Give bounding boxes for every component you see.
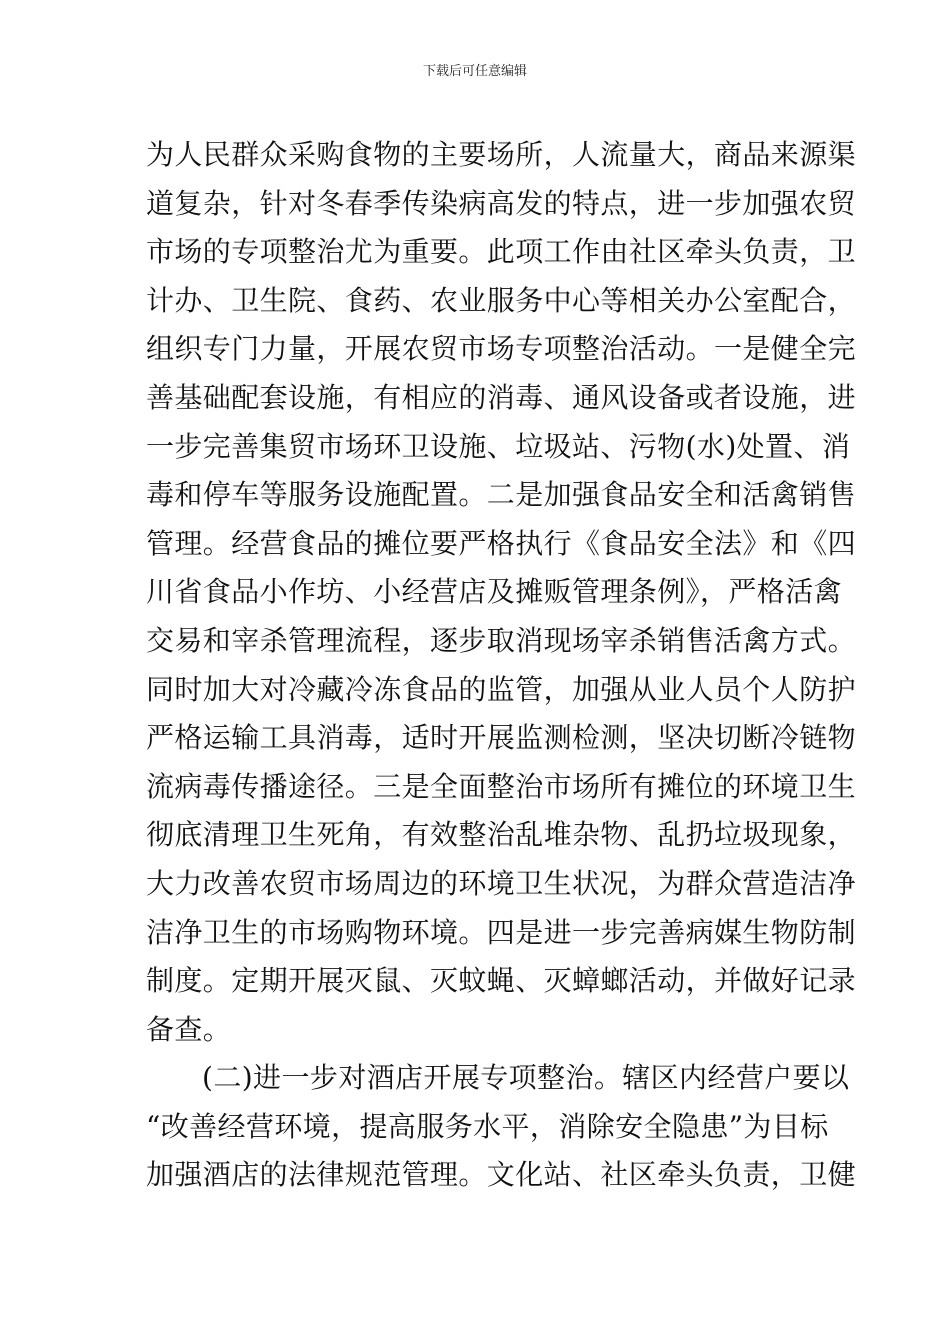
text-line: 川省食品小作坊、小经营店及摊贩管理条例》，严格活禽 <box>146 575 843 609</box>
text-line: 流病毒传播途径。三是全面整治市场所有摊位的环境卫生 <box>146 769 857 803</box>
text-line: 为人民群众采购食物的主要场所，人流量大，商品来源渠 <box>146 138 857 171</box>
text-line: 市场的专项整治尤为重要。此项工作由社区牵头负责，卫 <box>146 235 857 269</box>
text-line: 严格运输工具消毒，适时开展监测检测，坚决切断冷链物 <box>146 721 857 755</box>
document-body <box>146 131 857 1200</box>
section-heading-line: (二)进一步对酒店开展专项整治。辖区内经营户要以 <box>202 1061 850 1095</box>
text-line: 加强酒店的法律规范管理。文化站、社区牵头负责，卫健 <box>146 1158 857 1192</box>
text-line: 大力改善农贸市场周边的环境卫生状况，为群众营造洁净 <box>146 866 857 900</box>
text-line: 制度。定期开展灭鼠、灭蚊蝇、灭蟑螂活动，并做好记录 <box>146 964 857 998</box>
text-line: 管理。经营食品的摊位要严格执行《食品安全法》和《四 <box>146 526 857 560</box>
text-line: 道复杂，针对冬春季传染病高发的特点，进一步加强农贸 <box>146 186 857 220</box>
text-line: 毒和停车等服务设施配置。二是加强食品安全和活禽销售 <box>146 478 857 512</box>
text-line: 一步完善集贸市场环卫设施、垃圾站、污物(水)处置、消 <box>146 429 851 463</box>
text-line: “改善经营环境，提高服务水平，消除安全隐患”为目标 <box>146 1109 829 1143</box>
text-line: 同时加大对冷藏冷冻食品的监管，加强从业人员个人防护 <box>146 672 857 706</box>
page-header: 下载后可任意编辑 <box>422 64 527 79</box>
text-line: 组织专门力量，开展农贸市场专项整治活动。一是健全完 <box>146 332 857 366</box>
text-line: 备查。 <box>146 1012 232 1046</box>
text-line: 彻底清理卫生死角，有效整治乱堆杂物、乱扔垃圾现象， <box>146 818 857 852</box>
text-line: 交易和宰杀管理流程，逐步取消现场宰杀销售活禽方式。 <box>146 623 857 657</box>
text-line: 计办、卫生院、食药、农业服务中心等相关办公室配合， <box>146 283 857 317</box>
text-line: 洁净卫生的市场购物环境。四是进一步完善病媒生物防制 <box>146 915 857 949</box>
text-line: 善基础配套设施，有相应的消毒、通风设备或者设施，进 <box>146 380 857 414</box>
